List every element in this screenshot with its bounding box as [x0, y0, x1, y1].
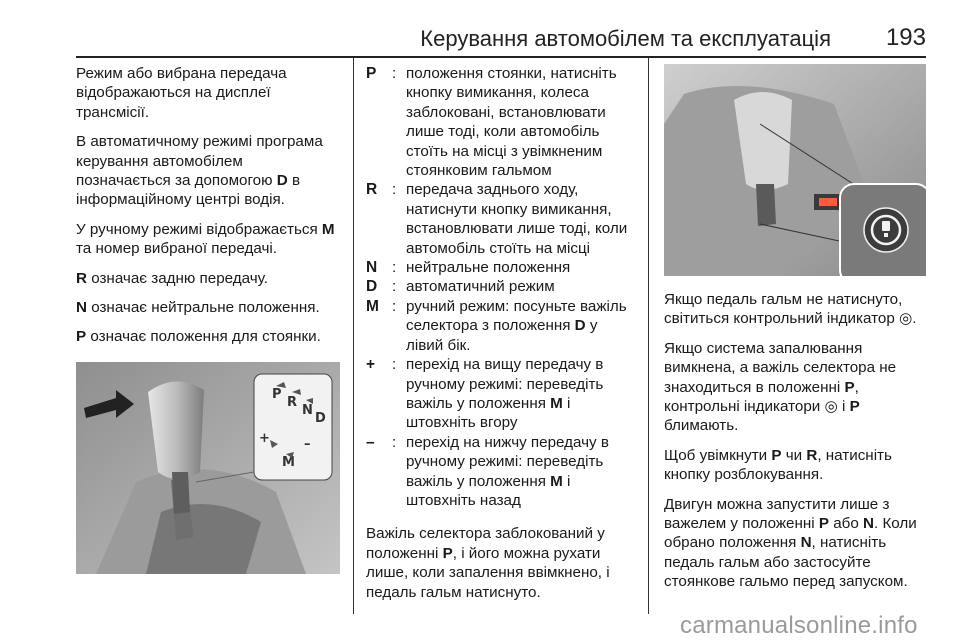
brake-warning-icon: ◎ — [824, 398, 838, 416]
paragraph: В автоматичному режимі програма керування автомобілем позначається за допомогою D в інформаційному центрі водія. — [76, 133, 323, 209]
gear-legend — [366, 64, 634, 510]
gate-label: – — [304, 437, 311, 452]
column-left — [76, 64, 341, 395]
column-right — [664, 290, 926, 602]
gate-label: N — [302, 403, 313, 418]
paragraph: Щоб увімкнути P чи R, натисніть кнопку розблокування. — [664, 446, 892, 484]
watermark: carmanualsonline.info — [680, 612, 918, 639]
page-header — [76, 20, 926, 56]
paragraph: N означає нейтральне положення. — [76, 299, 320, 317]
brake-indicator-illustration — [664, 64, 926, 276]
header-title: Керування автомобілем та експлуатація — [420, 26, 831, 51]
column-middle — [366, 64, 634, 612]
legend-item: D : автоматичний режим — [366, 278, 555, 296]
paragraph: Двигун можна запустити лише з важелем у положенні P або N. Коли обрано положення N, натисніть педаль гальм або застосуйте стоянкове гальмо перед запуском. — [664, 495, 917, 591]
legend-item: – : перехід на нижчу передачу в ручному режимі: переведіть важіль у положення M і штовхніть назад — [366, 433, 609, 509]
gate-label: + — [259, 431, 270, 446]
legend-item: + : перехід на вищу передачу в ручному режимі: переведіть важіль у положення M і штовхніть вгору — [366, 356, 604, 432]
legend-item: R : передача заднього ходу, натиснути кнопку вимикання, встановлювати лише тоді, коли автомобіль стоїть на місці — [366, 181, 628, 257]
column-divider-2 — [648, 58, 649, 614]
legend-item: M : ручний режим: посуньте важіль селектора з положення D у лівий бік. — [366, 297, 627, 354]
paragraph: Якщо система запалювання вимкнена, а важіль селектора не знаходиться в положенні P, контрольні індикатори ◎ і P блимають. — [664, 339, 897, 435]
gate-label: P — [272, 387, 282, 402]
page-number: 193 — [885, 24, 926, 51]
gate-label: M — [282, 455, 295, 470]
paragraph: R означає задню передачу. — [76, 269, 268, 287]
paragraph: Якщо педаль гальм не натиснуто, світиться контрольний індикатор ◎. — [664, 291, 917, 328]
brake-warning-icon: ◎ — [899, 310, 913, 328]
paragraph: У ручному режимі відображається M та номер вибраної передачі. — [76, 220, 335, 258]
paragraph: P означає положення для стоянки. — [76, 328, 321, 346]
selector-lever-illustration — [76, 362, 340, 574]
paragraph: Режим або вибрана передача відображаються на дисплеї трансмісії. — [76, 65, 287, 121]
gate-label: R — [287, 395, 298, 410]
gate-label: D — [315, 411, 326, 426]
legend-item: N : нейтральне положення — [366, 259, 571, 277]
column-divider-1 — [353, 58, 354, 614]
legend-item: P : положення стоянки, натисніть кнопку вимикання, колеса заблоковані, встановлювати лише тоді, коли автомобіль стоїть на місці з увімкненим стоянковим гальмом — [366, 65, 617, 180]
header-rule — [76, 56, 926, 58]
paragraph: Важіль селектора заблокований у положенні P, і його можна рухати лише, коли запалення ввімкнено, і педаль гальм натиснуто. — [366, 525, 610, 601]
